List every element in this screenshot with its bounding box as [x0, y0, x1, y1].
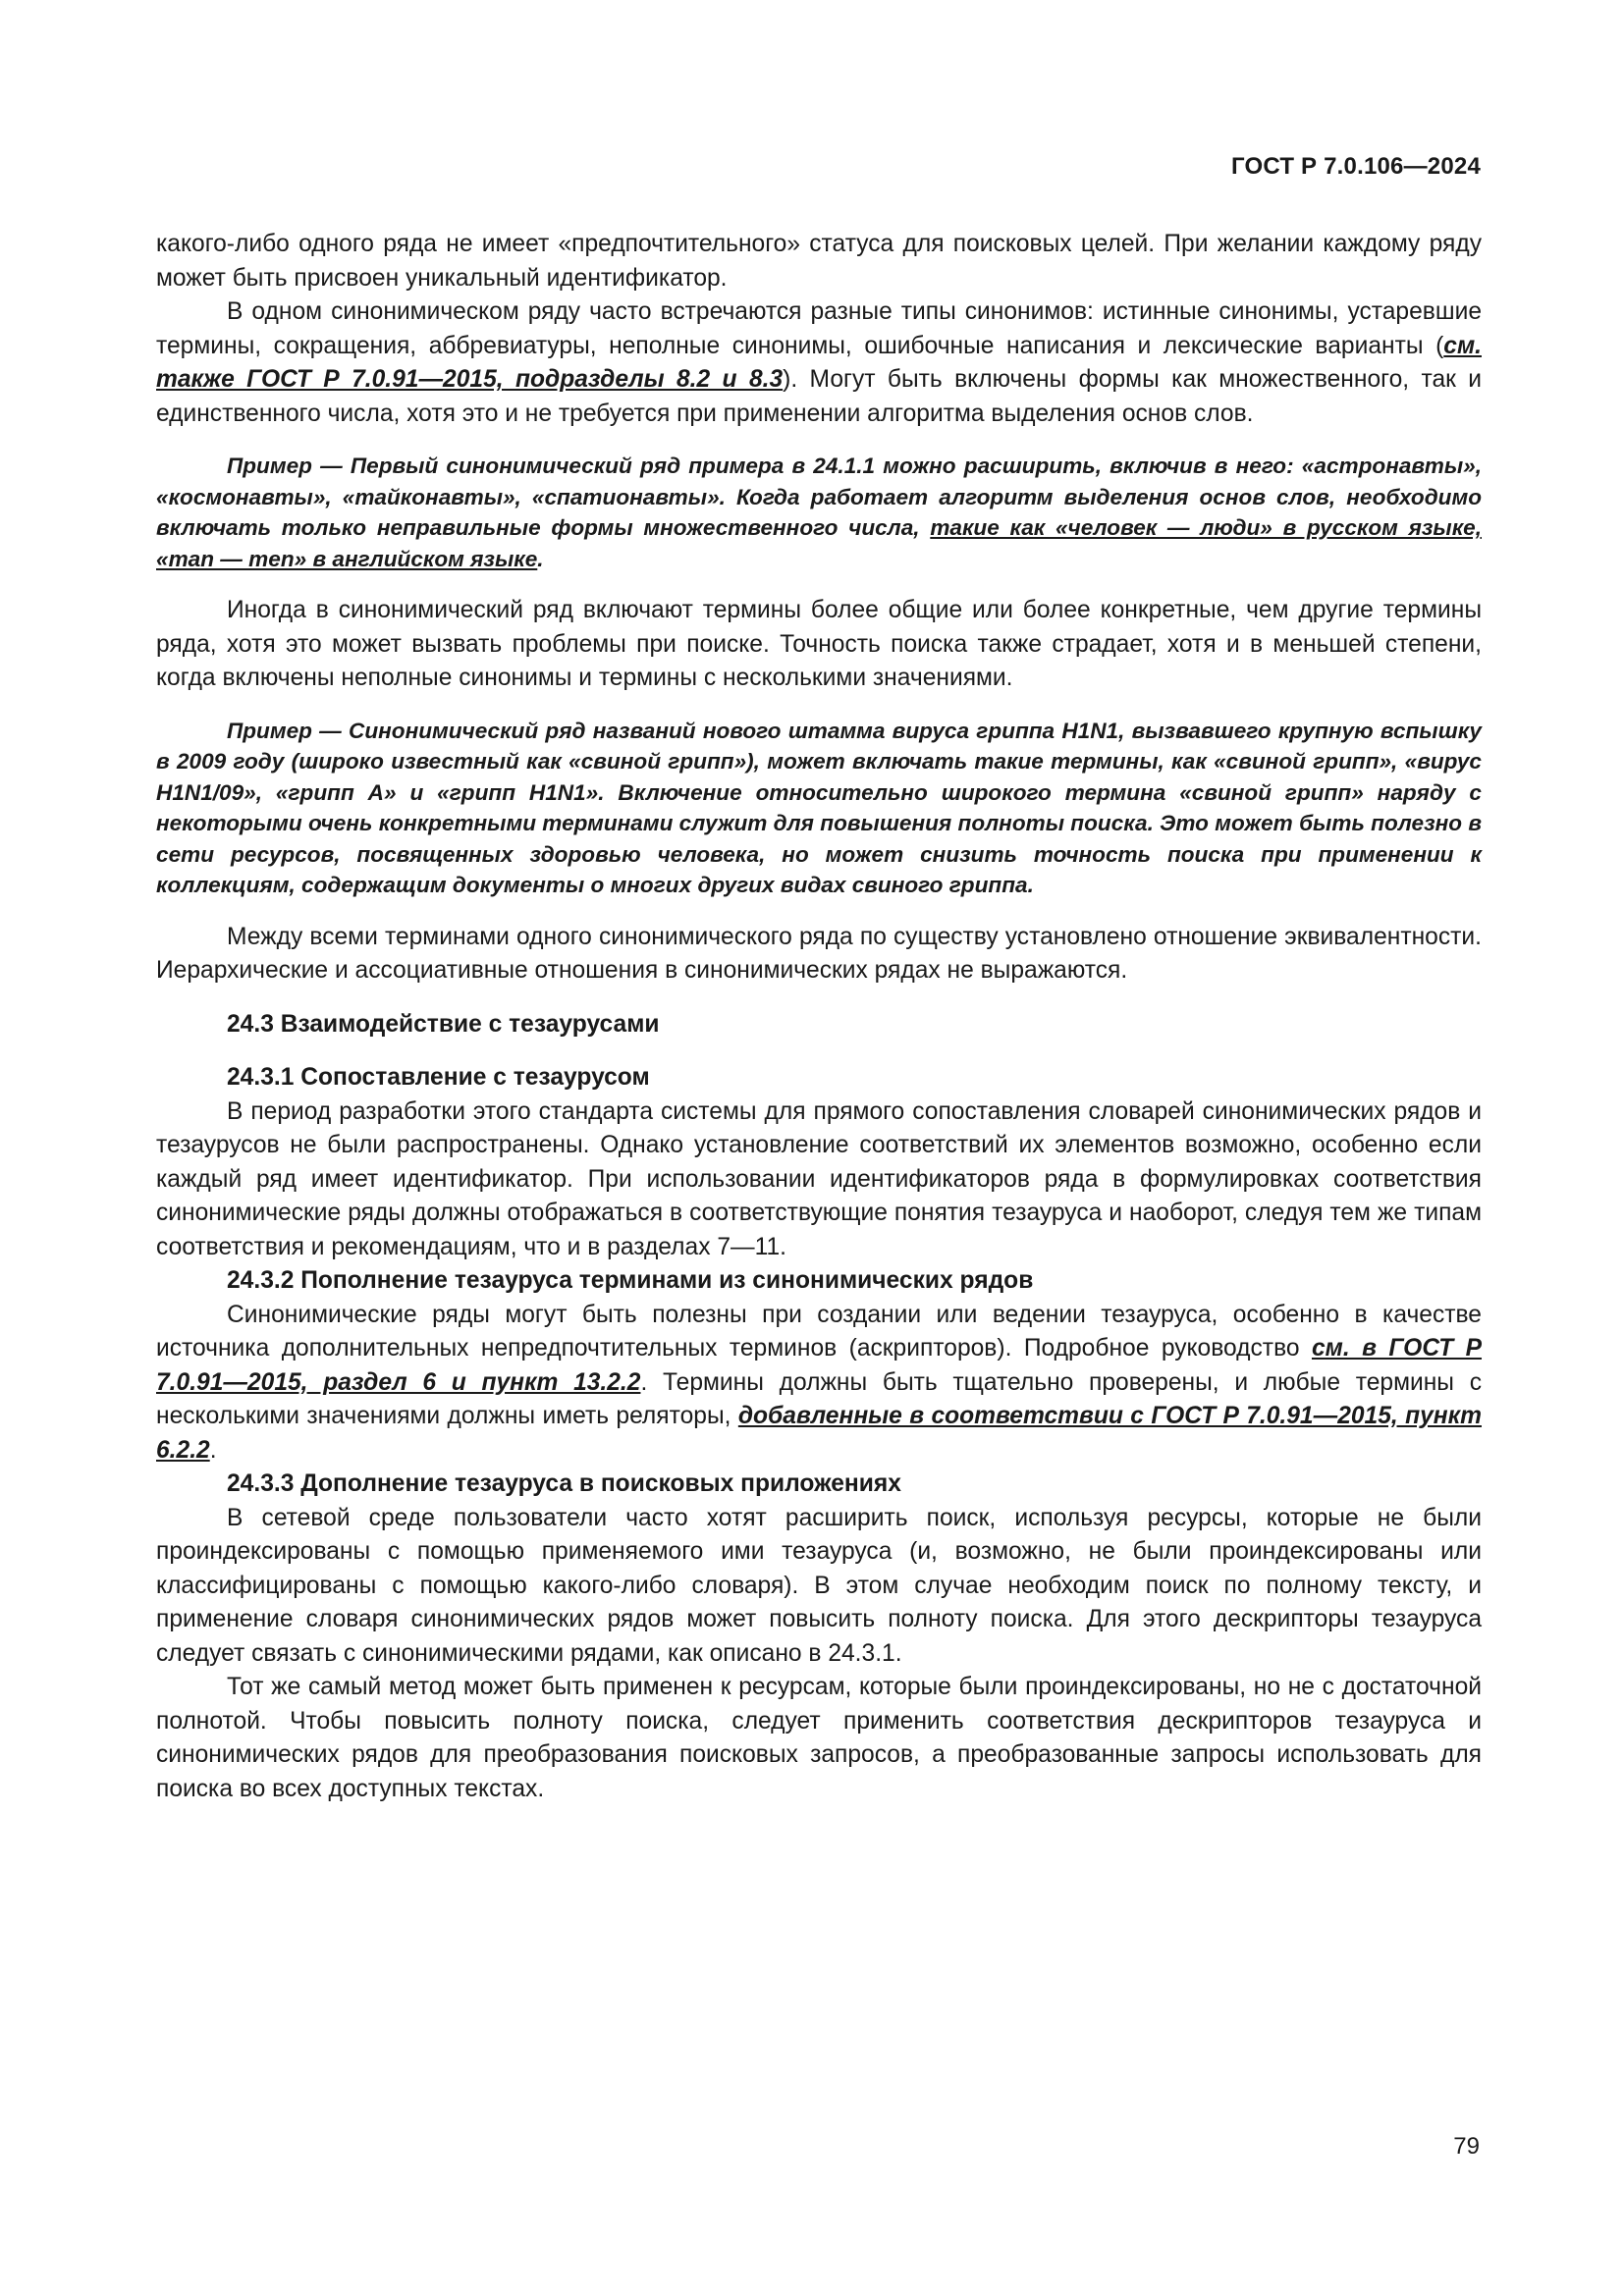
- example-text: Пример — Первый синонимический ряд примера в 24.1.1 можно расширить, включив в него: «астронавты», «космонавты», «тайконавты», «спатионавты». Когда работает алгоритм выделения основ слов, необходимо включать только неправильные формы множественного числа,: [156, 454, 1482, 540]
- paragraph-text: . Термины должны быть тщательно проверены, и любые термины с несколькими значениями должны иметь реляторы,: [156, 1368, 1482, 1429]
- reference-link-gost-6-2-2[interactable]: добавленные в соответствии с ГОСТ Р 7.0.91—2015, пункт 6.2.2: [156, 1403, 1482, 1464]
- page-content: [156, 228, 1482, 1806]
- paragraph-mapping: В период разработки этого стандарта системы для прямого сопоставления словарей синонимических рядов и тезаурусов не были распространены. Однако установление соответствий их элементов возможно, особенно если каждый ряд имеет идентификатор. При использовании идентификаторов ряда в формулировках соответствия синонимические ряды должны отображаться в соответствующие понятия тезауруса и наоборот, следуя тем же типам соответствия и рекомендациям, что и в разделах 7—11.: [156, 1097, 1482, 1260]
- paragraph-search-apps: В сетевой среде пользователи часто хотят расширить поиск, используя ресурсы, которые не были проиндексированы с помощью применяемого ими тезауруса (и, возможно, не были проиндексированы или классифицированы с помощью какого-либо словаря). В этом случае необходим поиск по полному тексту, и применение словаря синонимических рядов может повысить полноту поиска. Для этого дескрипторы тезауруса следует связать с синонимическими рядами, как описано в 24.3.1.: [156, 1504, 1482, 1667]
- paragraph-broader-terms: Иногда в синонимический ряд включают термины более общие или более конкретные, чем другие термины ряда, хотя это может вызвать проблемы при поиске. Точность поиска также страдает, хотя и в меньшей степени, когда включены неполные синонимы и термины с несколькими значениями.: [156, 597, 1482, 691]
- paragraph-synonym-types: [156, 295, 1482, 431]
- section-heading-24-3-3: 24.3.3 Дополнение тезауруса в поисковых приложениях: [227, 1470, 901, 1497]
- paragraph-equivalence: Между всеми терминами одного синонимического ряда по существу установлено отношение эквивалентности. Иерархические и ассоциативные отношения в синонимических рядах не выражаются.: [156, 923, 1482, 984]
- example-text: .: [537, 546, 544, 571]
- document-code: ГОСТ Р 7.0.106—2024: [1231, 153, 1481, 180]
- example-astronauts: [156, 451, 1482, 574]
- paragraph-same-method: Тот же самый метод может быть применен к ресурсам, которые были проиндексированы, но не с достаточной полнотой. Чтобы повысить полноту поиска, следует применить соответствия дескрипторов тезауруса и синонимических рядов для преобразования поисковых запросов, а преобразованные запросы использовать для поиска во всех доступных текстах.: [156, 1674, 1482, 1802]
- page-number: 79: [1453, 2133, 1480, 2160]
- paragraph-text: В одном синонимическом ряду часто встречаются разные типы синонимов: истинные синонимы, устаревшие термины, сокращения, аббревиатуры, неполные синонимы, ошибочные написания и лексические варианты (: [156, 298, 1482, 359]
- paragraph-text: Синонимические ряды могут быть полезны при создании или ведении тезауруса, особенно в качестве источника дополнительных непредпочтительных терминов (аскрипторов). Подробное руководство: [156, 1301, 1482, 1362]
- paragraph-text: ). Могут быть включены формы как множественного, так и единственного числа, хотя это и не требуется при применении алгоритма выделения основ слов.: [156, 366, 1483, 427]
- paragraph-text: .: [209, 1436, 217, 1464]
- section-heading-24-3-2: 24.3.2 Пополнение тезауруса терминами из синонимических рядов: [227, 1267, 1034, 1294]
- example-swine-flu: Пример — Синонимический ряд названий нового штамма вируса гриппа H1N1, вызвавшего крупную вспышку в 2009 году (широко известный как «свиной грипп»), может включать такие термины, как «свиной грипп», «вирус H1N1/09», «грипп А» и «грипп H1N1». Включение относительно широкого термина «свиной грипп» наряду с некоторыми очень конкретными терминами служит для повышения полноты поиска. Это может быть полезно в сети ресурсов, посвященных здоровью человека, но может снизить точность поиска при применении к коллекциям, содержащим документы о многих других видах свиного гриппа.: [156, 718, 1482, 897]
- reference-link-gost-8-2[interactable]: см. также ГОСТ Р 7.0.91—2015, подразделы 8.2 и 8.3: [156, 332, 1482, 393]
- paragraph-continuation: какого-либо одного ряда не имеет «предпочтительного» статуса для поисковых целей. При желании каждому ряду может быть присвоен уникальный идентификатор.: [156, 231, 1482, 292]
- paragraph-thesaurus-enrichment: [156, 1299, 1482, 1468]
- section-heading-24-3-1: 24.3.1 Сопоставление с тезаурусом: [227, 1064, 650, 1091]
- reference-link-gost-13-2-2[interactable]: см. в ГОСТ Р 7.0.91—2015, раздел 6 и пункт 13.2.2: [156, 1335, 1483, 1396]
- section-heading-24-3: 24.3 Взаимодействие с тезаурусами: [227, 1010, 660, 1038]
- example-underlined-text: такие как «человек — люди» в русском языке, «man — men» в английском языке: [156, 515, 1482, 571]
